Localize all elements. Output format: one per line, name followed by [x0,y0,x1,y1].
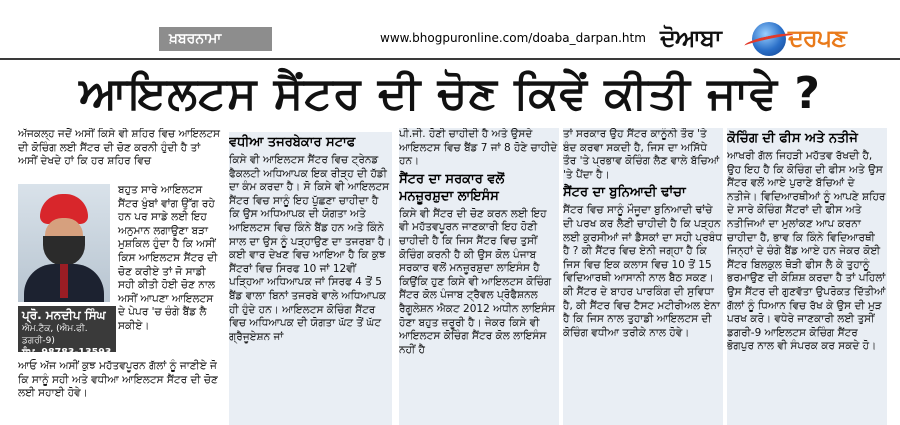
qualification-paragraph: ਪੀ.ਜੀ. ਹੋਣੀ ਚਾਹੀਦੀ ਹੈ ਅਤੇ ਉਸਦੇ ਆਇਲਟਸ ਵਿਚ ਬੈਂਡ 7 ਜਾਂ 8 ਹੋਣੇ ਚਾਹੀਦੇ ਹਨ। [399,128,558,168]
publication-logo [660,20,895,58]
author-phone: ਸੰਪ. 98783-13593 [22,347,112,358]
outro-paragraph: ਆਓ ਅੱਜ ਅਸੀਂ ਕੁਝ ਮਹੱਤਵਪੂਰਨ ਗੱਲਾਂ ਨੂੰ ਜਾਣੀਏ ਜੋ ਕਿ ਸਾਨੂੰ ਸਹੀ ਅਤੇ ਵਧੀਆ ਆਇਲਟਸ ਸੈਂਟਰ ਦੀ ਚੋਣ ਲਈ ਸਹਾਈ ਹੋਵੇ। [18,360,218,400]
globe-icon [752,22,786,56]
logo-right-text: ਦਰਪਣ [788,24,846,52]
subhead-staff: ਵਧੀਆ ਤਜਰਬੇਕਾਰ ਸਟਾਫ [229,135,356,150]
masthead-divider [0,58,900,60]
column-5 [727,128,887,425]
infrastructure-paragraph: ਸੈਂਟਰ ਵਿਚ ਸਾਨੂੰ ਮੌਜੂਦਾ ਬੁਨਿਆਦੀ ਢਾਂਚੇ ਦੀ ਪਰਖ ਕਰ ਲੈਣੀ ਚਾਹੀਦੀ ਹੈ ਕਿ ਪੜ੍ਹਨ ਲਈ ਕੁਰਸੀਆਂ ਜਾਂ ਡੈਸਕਾਂ ਦਾ ਸਹੀ ਪ੍ਰਬੰਧ ਹੈ ? ਕੀ ਸੈਂਟਰ ਵਿਚ ਏਨੀ ਜਗ੍ਹਾ ਹੈ ਕਿ ਜਿਸ ਵਿਚ ਇਕ ਕਲਾਸ ਵਿਚ 10 ਤੋਂ 15 ਵਿਦਿਆਰਥੀ ਆਸਾਨੀ ਨਾਲ ਬੈਠ ਸਕਣ। ਕੀ ਸੈਂਟਰ ਦੇ ਬਾਹਰ ਪਾਰਕਿੰਗ ਦੀ ਸੁਵਿਧਾ ਹੈ, ਕੀ ਸੈਂਟਰ ਵਿਚ ਟੈਸਟ ਮਟੀਰੀਅਲ ਏਨਾ ਹੈ ਕਿ ਜਿਸ ਨਾਲ ਤੁਹਾਡੀ ਆਇਲਟਸ ਦੀ ਕੋਚਿੰਗ ਵਧੀਆ ਤਰੀਕੇ ਨਾਲ ਹੋਵੇ। [563,204,722,339]
column-1 [18,128,222,425]
subhead-license: ਸੈਂਟਰ ਦਾ ਸਰਕਾਰ ਵਲੋਂ ਮਨਜ਼ੂਰਸ਼ੁਦਾ ਲਾਇਸੰਸ [399,171,505,204]
column-2 [229,132,392,425]
subhead-infrastructure: ਸੈਂਟਰ ਦਾ ਬੁਨਿਆਦੀ ਢਾਂਚਾ [563,185,686,201]
site-url[interactable]: www.bhogpuronline.com/doaba_darpan.htm [380,31,646,45]
headline: ਆਇਲਟਸ ਸੈਂਟਰ ਦੀ ਚੋਣ ਕਿਵੇਂ ਕੀਤੀ ਜਾਵੇ ? [79,68,821,119]
column-4 [563,128,723,425]
fees-results-paragraph: ਆਖਰੀ ਗੱਲ ਜਿਹੜੀ ਮਹੱਤਵ ਰੱਖਦੀ ਹੈ, ਉਹ ਇਹ ਹੈ ਕਿ ਕੋਚਿੰਗ ਦੀ ਫੀਸ ਅਤੇ ਉਸ ਸੈਂਟਰ ਵਲੋਂ ਆਏ ਪੁਰਾਣੇ ਬੱਚਿਆਂ ਦੇ ਨਤੀਜੇ। ਵਿਦਿਆਰਥੀਆਂ ਨੂੰ ਆਪਣੇ ਸ਼ਹਿਰ ਦੇ ਸਾਰੇ ਕੋਚਿੰਗ ਸੈਂਟਰਾਂ ਦੀ ਫੀਸ ਅਤੇ ਨਤੀਜਿਆਂ ਦਾ ਮੁਲਾਂਕਣ ਆਪ ਕਰਨਾ ਚਾਹੀਦਾ ਹੈ, ਭਾਵ ਕਿ ਕਿੰਨੇ ਵਿਦਿਆਰਥੀ ਜਿਨ੍ਹਾਂ ਦੇ ਚੰਗੇ ਬੈਂਡ ਆਏ ਹਨ ਜੇਕਰ ਕੋਈ ਸੈਂਟਰ ਬਿਲਕੁਲ ਥੋੜੀ ਫੀਸ ਲੈ ਕੇ ਤੁਹਾਨੂੰ ਭਰਮਾਉਣ ਦੀ ਕੋਸ਼ਿਸ਼ ਕਰਦਾ ਹੈ ਤਾਂ ਪਹਿਲਾਂ ਉਸ ਸੈਂਟਰ ਦੀ ਗੁਣਵੱਤਾ ਉਪਰੋਕਤ ਦਿੱਤੀਆਂ ਗੱਲਾਂ ਨੂੰ ਧਿਆਨ ਵਿਚ ਰੱਖ ਕੇ ਉਸ ਦੀ ਮੁੜ ਪਰਖ ਕਰੋ। ਵਧੇਰੇ ਜਾਣਕਾਰੀ ਲਈ ਤੁਸੀਂ ਡਗਰੀ-9 ਆਇਲਟਸ ਕੋਚਿੰਗ ਸੈਂਟਰ ਭੋਗਪੁਰ ਨਾਲ ਵੀ ਸੰਪਰਕ ਕਰ ਸਕਦੇ ਹੋ। [727,150,886,353]
logo-left-text: ਦੋਆਬਾ [660,24,721,52]
closure-paragraph: ਤਾਂ ਸਰਕਾਰ ਉਹ ਸੈਂਟਰ ਕਾਨੂੰਨੀ ਤੌਰ 'ਤੇ ਬੰਦ ਕਰਵਾ ਸਕਦੀ ਹੈ, ਜਿਸ ਦਾ ਅਸਿੱਧੇ ਤੌਰ 'ਤੇ ਪ੍ਰਭਾਵ ਕੋਚਿੰਗ ਲੈਣ ਵਾਲੇ ਬੱਚਿਆਂ 'ਤੇ ਪੈਂਦਾ ਹੈ। [563,128,720,181]
author-credentials: ਐਮ.ਟੈਕ, (ਐਮ.ਫੀ. ਡਗਰੀ-9) [22,324,88,346]
section-tag: ਖ਼ਬਰਨਾਮਾ [159,27,272,51]
intro-paragraph: ਅੱਜਕਲ੍ਹ ਜਦੋਂ ਅਸੀਂ ਕਿਸੇ ਵੀ ਸ਼ਹਿਰ ਵਿਚ ਆਇਲਟਸ ਦੀ ਕੋਚਿੰਗ ਲਈ ਸੈਂਟਰ ਦੀ ਚੋਣ ਕਰਨੀ ਹੁੰਦੀ ਹੈ ਤਾਂ ਅਸੀਂ ਦੇਖਦੇ ਹਾਂ ਕਿ ਹਰ ਸ਼ਹਿਰ ਵਿਚ [18,128,220,168]
intro-side-paragraph: ਬਹੁਤ ਸਾਰੇ ਆਇਲਟਸ ਸੈਂਟਰ ਖੁੰਬਾਂ ਵਾਂਗ ਉੱਗ ਰਹੇ ਹਨ ਪਰ ਸਾਡੇ ਲਈ ਇਹ ਅਨੁਮਾਨ ਲਗਾਉਣਾ ਬੜਾ ਮੁਸ਼ਕਿਲ ਹੁੰਦਾ ਹੈ ਕਿ ਅਸੀਂ ਕਿਸ ਆਇਲਟਸ ਸੈਂਟਰ ਦੀ ਚੋਣ ਕਰੀਏ ਤਾਂ ਜੋ ਸਾਡੀ ਸਹੀ ਕੀਤੀ ਹੋਈ ਚੋਣ ਨਾਲ ਅਸੀਂ ਆਪਣਾ ਆਇਲਟਸ ਦੇ ਪੇਪਰ 'ਚ ਚੰਗੇ ਬੈਂਡ ਲੈ ਸਕੀਏ। [118,184,218,332]
author-name: ਪ੍ਰੋ. ਮਨਦੀਪ ਸਿੰਘ [22,308,106,322]
staff-paragraph: ਕਿਸੇ ਵੀ ਆਇਲਟਸ ਸੈਂਟਰ ਵਿਚ ਟ੍ਰੇਨਡ ਫੈਕਲਟੀ ਅਧਿਆਪਕ ਇਕ ਰੀੜ੍ਹ ਦੀ ਹੱਡੀ ਦਾ ਕੰਮ ਕਰਦਾ ਹੈ। ਸੋ ਕਿਸੇ ਵੀ ਆਇਲਟਸ ਸੈਂਟਰ ਵਿਚ ਸਾਨੂੰ ਇਹ ਪੁੱਛਣਾ ਚਾਹੀਦਾ ਹੈ ਕਿ ਉਸ ਅਧਿਆਪਕ ਦੀ ਯੋਗਤਾ ਅਤੇ ਆਇਲਟਸ ਵਿਚ ਕਿੰਨੇ ਬੈਂਡ ਹਨ ਅਤੇ ਕਿੰਨੇ ਸਾਲ ਦਾ ਉਸ ਨੂੰ ਪੜ੍ਹਾਉਣ ਦਾ ਤਜਰਬਾ ਹੈ। ਕਈ ਵਾਰ ਦੇਖਣ ਵਿਚ ਆਇਆ ਹੈ ਕਿ ਕੁਝ ਸੈਂਟਰਾਂ ਵਿਚ ਸਿਰਫ 10 ਜਾਂ 12ਵੀਂ ਪੜ੍ਹਿਆ ਅਧਿਆਪਕ ਜਾਂ ਸਿਰਫ 4 ਤੋਂ 5 ਬੈਂਡ ਵਾਲਾ ਬਿਨਾਂ ਤਜਰਬੇ ਵਾਲੇ ਅਧਿਆਪਕ ਹੀ ਹੁੰਦੇ ਹਨ। ਆਇਲਟਸ ਕੋਚਿੰਗ ਸੈਂਟਰ ਵਿਚ ਅਧਿਆਪਕ ਦੀ ਯੋਗਤਾ ਘੱਟ ਤੋਂ ਘੱਟ ਗ੍ਰੈਜੂਏਸ਼ਨ ਜਾਂ [229,154,392,343]
subhead-fees-results: ਕੋਚਿੰਗ ਦੀ ਫੀਸ ਅਤੇ ਨਤੀਜੇ [727,131,858,146]
license-paragraph: ਕਿਸੇ ਵੀ ਸੈਂਟਰ ਦੀ ਚੋਣ ਕਰਨ ਲਈ ਇਹ ਵੀ ਮਹੱਤਵਪੂਰਨ ਜਾਣਕਾਰੀ ਇਹ ਹੋਣੀ ਚਾਹੀਦੀ ਹੈ ਕਿ ਜਿਸ ਸੈਂਟਰ ਵਿਚ ਤੁਸੀਂ ਕੋਚਿੰਗ ਕਰਨੀ ਹੈ ਕੀ ਉਸ ਕੋਲ ਪੰਜਾਬ ਸਰਕਾਰ ਵਲੋਂ ਮਨਜ਼ੂਰਸ਼ੁਦਾ ਲਾਇਸੰਸ ਹੈ ਕਿਉਂਕਿ ਹੁਣ ਕਿਸੇ ਵੀ ਆਇਲਟਸ ਕੋਚਿੰਗ ਸੈਂਟਰ ਕੋਲ ਪੰਜਾਬ ਟ੍ਰੈਵਲ ਪ੍ਰੋਫੈਸ਼ਨਲ ਰੈਗੂਲੇਸ਼ਨ ਐਕਟ 2012 ਅਧੀਨ ਲਾਇਸੰਸ ਹੋਣਾ ਬਹੁਤ ਜ਼ਰੂਰੀ ਹੈ। ਜੇਕਰ ਕਿਸੇ ਵੀ ਆਇਲਟਸ ਕੋਚਿੰਗ ਸੈਂਟਰ ਕੋਲ ਲਾਇਸੰਸ ਨਹੀਂ ਹੈ [399,207,556,356]
author-caption [18,306,116,358]
column-3 [399,128,559,425]
author-photo [18,184,110,302]
